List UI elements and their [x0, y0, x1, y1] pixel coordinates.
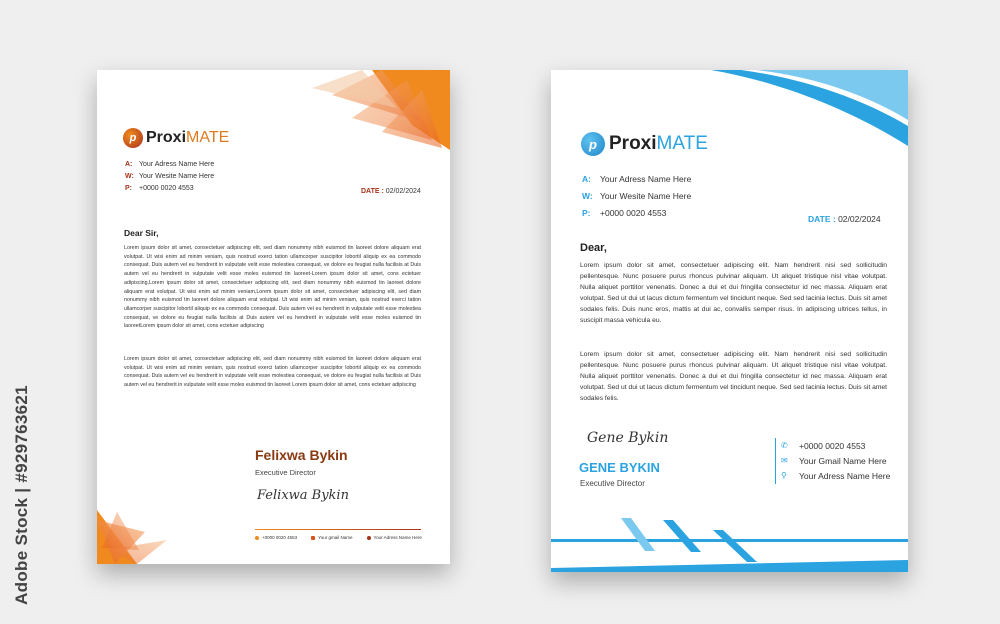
- footer-phone: [255, 535, 297, 540]
- phone-icon: [255, 536, 259, 540]
- contact-value: Your Adress Name Here: [600, 173, 692, 184]
- contact-key: A:: [125, 160, 133, 168]
- side-contact-value: +0000 0020 4553: [799, 440, 866, 451]
- brand-logo: [581, 132, 708, 156]
- contact-key: P:: [582, 207, 591, 218]
- letterhead-orange: [97, 70, 450, 564]
- footer-mail: [311, 535, 352, 540]
- footer-value: Your Adress Name Here: [373, 535, 422, 540]
- date-label: DATE :: [361, 188, 384, 195]
- footer-divider: [255, 529, 421, 530]
- contact-address: [582, 170, 691, 187]
- phone-icon: ✆: [781, 441, 788, 450]
- contact-block: [125, 158, 214, 194]
- side-contact-address: [781, 468, 890, 483]
- contact-key: W:: [582, 190, 593, 201]
- brand-mark-icon: p: [581, 132, 605, 156]
- brand-name-light: MATE: [186, 129, 230, 146]
- body-paragraph-2: Lorem ipsum dolor sit amet, consectetuer adipiscing elit, sed diam nonummy nibh euismod tin laoreet dolore aliquam erat volutpat. Ut wisi enim ad minim veniam, quis nostrud exerci tation ullamcorper suscipitor lobortil aliquip ex ea commodo consequat. Duis autem vel eu hendrerit in vulputate velit esse molestiea consequat, ve dolore eu feugiat nulla facilisis at Duis autem vel eu hendrerit in vulputate velit esse moles euismod tin laoreet Lorem ipsum dolor sit amet, cons ectetuer adipiscing: [124, 356, 421, 389]
- side-contact-mail: [781, 453, 890, 468]
- top-right-petal-decoration: [312, 70, 450, 150]
- side-contact-phone: [781, 438, 890, 453]
- footer-contacts: [255, 535, 436, 540]
- date-value: 02/02/2024: [385, 188, 421, 195]
- contact-value: Your Wesite Name Here: [600, 190, 692, 201]
- letter-date: [808, 214, 881, 224]
- date-value: 02/02/2024: [838, 214, 881, 224]
- letterhead-blue: [551, 70, 908, 572]
- stamp-text: Adobe Stock | #929763621: [12, 385, 32, 605]
- date-label: DATE :: [808, 214, 836, 224]
- handwritten-signature: Felixwa Bykin: [257, 488, 349, 503]
- mail-icon: ✉: [781, 456, 788, 465]
- footer-value: Your gmail Name: [318, 535, 353, 540]
- footer-value: +0000 0020 4553: [262, 535, 298, 540]
- signer-name: Felixwa Bykin: [255, 447, 348, 463]
- brand-logo: [123, 128, 229, 148]
- contact-address: [125, 158, 214, 170]
- contact-phone: [582, 204, 691, 221]
- contact-website: [582, 187, 691, 204]
- contact-value: Your Wesite Name Here: [139, 172, 215, 180]
- location-icon: [367, 536, 371, 540]
- brand-name-strong: Proxi: [609, 133, 657, 154]
- signer-role: Executive Director: [580, 479, 645, 488]
- bottom-left-petal-decoration: [97, 510, 172, 564]
- body-paragraph-1: Lorem ipsum dolor sit amet, consectetuer adipiscing elit, sed diam nonummy nibh euismod tin laoreet dolore aliquam erat volutpat. Ut wisi enim ad minim veniam, quis nostrud exerci tation ullamcorper suscipitor lobortil aliquip ex ea commodo consequat. Duis autem vel eu hendrerit in vulputate velit esse molestiea consequat, ve dolore eu feugiat nulla facilisis at Duis autem vel eu hendrerit in vulputate velit esse moles euismod tin laoreet-Lorem ipsum dolor sit amet, cons ectetuer adipiscing,Lorem ipsum dolor sit amet, consectetuer adipiscing elit, sed diam nonummy nibh euismod tin laoreet dolore aliquam erat volutpat. Ut wisi enim ad minim veniam,Lorem ipsum dolor sit amet, consectetuer adipiscing elit, sed diam nonummy nibh euismod tin laoreet dolore aliquam erat volutpat. Ut wisi enim ad minim veniam, quis nostrud exerci tation ullamcorper suscipitor lobortil aliquip ex ea commodo consequat. Duis autem vel eu hendrerit in vulputate velit esse molestiea consequat, ve dolore eu feugiat nulla facilisis at Duis autem vel eu hendrerit in vulputate velit esse moles euismod tin laoreetLorem ipsum dolor sit amet, cons ectetuer adipiscing: [124, 245, 421, 330]
- salutation: Dear Sir,: [124, 228, 159, 238]
- side-contact-value: Your Gmail Name Here: [799, 455, 887, 466]
- top-right-wave-decoration: [701, 70, 908, 146]
- contact-value: Your Adress Name Here: [139, 160, 215, 168]
- contact-key: P:: [125, 184, 132, 192]
- contact-value: +0000 0020 4553: [139, 184, 194, 192]
- letter-date: [361, 188, 421, 195]
- mail-icon: [311, 536, 315, 540]
- adobe-stock-stamp: [8, 380, 36, 610]
- contact-block: [582, 170, 691, 221]
- body-paragraph-2: Lorem ipsum dolor sit amet, consectetuer adipiscing elit. Nam hendrerit nisi sed sollicitudin pellentesque. Nunc posuere purus rhoncus pulvinar aliquam. Ut aliquet tristique nisl vitae volutpat. Nulla aliquet porttitor venenatis. Donec a dui et dui fringilla consectetur id nec massa. Aliquam erat volutpat. Sed ut dui ut lacus dictum fermentum vel tincidunt neque. Sed sed lacinia lectus. Duis sit amet sodales felis.: [580, 351, 887, 402]
- contact-key: A:: [582, 173, 591, 184]
- brand-mark-icon: p: [123, 128, 143, 148]
- body-paragraph-1: Lorem ipsum dolor sit amet, consectetuer adipiscing elit. Nam hendrerit nisi sed sollicitudin pellentesque. Nunc posuere purus rhoncus pulvinar aliquam. Ut aliquet tristique nisl vitae volutpat. Nulla aliquet porttitor venenatis. Donec a dui et dui fringilla consectetur id nec massa. Aliquam erat volutpat. Sed ut dui ut lacus dictum fermentum vel tincidunt neque. Sed sed lacinia lectus. Duis sit amet sodales felis. Duis nunc eros, mattis at dui ac, convallis semper risus. In adipiscing ultrices tellus, in suscipit massa vehicula eu.: [580, 262, 887, 324]
- side-contact-block: [781, 438, 890, 483]
- side-contact-value: Your Adress Name Here: [799, 470, 891, 481]
- handwritten-signature: Gene Bykin: [587, 430, 669, 446]
- contact-phone: [125, 182, 214, 194]
- brand-name-light: MATE: [656, 133, 708, 154]
- location-icon: ⚲: [781, 471, 787, 480]
- contact-value: +0000 0020 4553: [600, 207, 667, 218]
- bottom-stripe-decoration: [551, 518, 908, 572]
- salutation: Dear,: [580, 242, 607, 254]
- signer-name: GENE BYKIN: [579, 460, 660, 475]
- brand-name-strong: Proxi: [146, 129, 187, 146]
- side-contact-divider: [775, 438, 776, 484]
- contact-website: [125, 170, 214, 182]
- footer-address: [367, 535, 422, 540]
- signer-role: Executive Director: [255, 468, 316, 477]
- contact-key: W:: [125, 172, 134, 180]
